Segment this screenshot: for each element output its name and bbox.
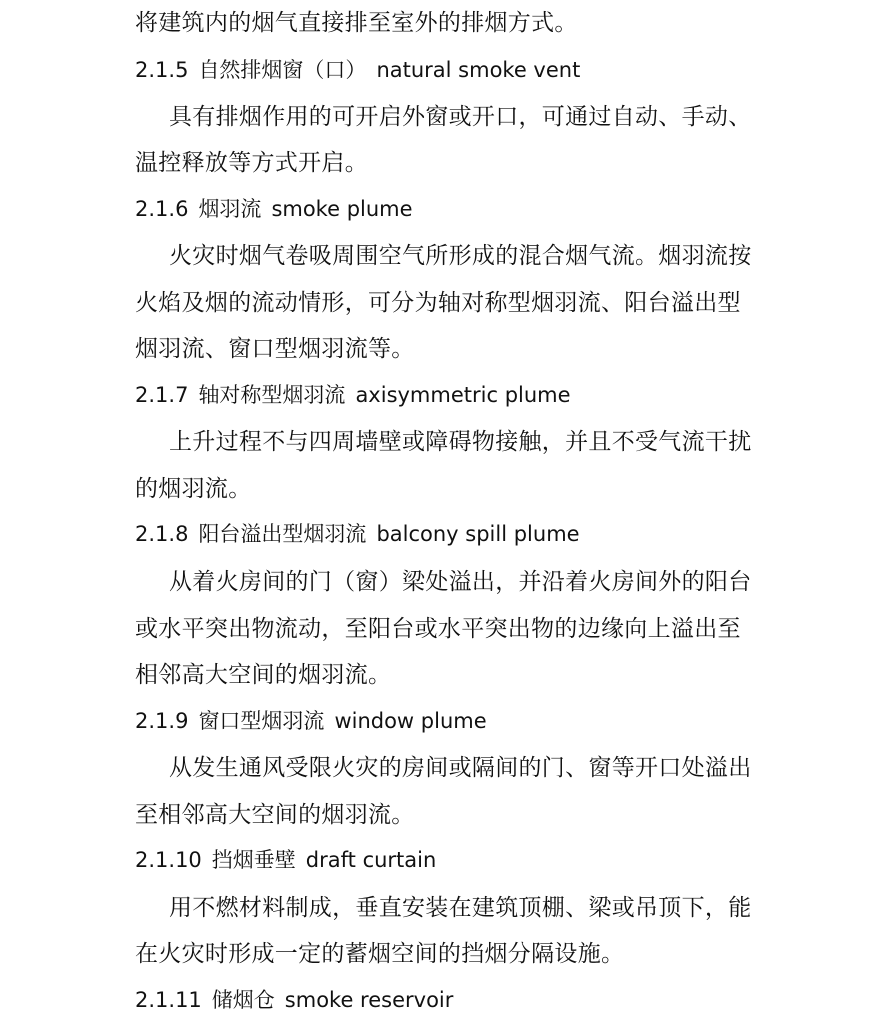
term-chinese: 自然排烟窗（口） <box>198 58 367 82</box>
paragraph-line: 温控释放等方式开启。 <box>135 150 368 176</box>
section-heading-2-1-8 <box>135 524 775 545</box>
section-heading-2-1-10 <box>135 850 775 871</box>
term-chinese: 挡烟垂壁 <box>211 848 296 872</box>
section-heading-2-1-9 <box>135 711 775 732</box>
section-number: 2.1.9 <box>135 709 189 733</box>
term-chinese: 烟羽流 <box>198 197 262 221</box>
paragraph-line: 从发生通风受限火灾的房间或隔间的门、窗等开口处溢出 <box>169 755 752 781</box>
section-number: 2.1.10 <box>135 848 202 872</box>
section-number: 2.1.8 <box>135 522 189 546</box>
term-chinese: 轴对称型烟羽流 <box>198 383 346 407</box>
term-english: window plume <box>334 709 487 733</box>
section-number: 2.1.11 <box>135 988 202 1012</box>
term-chinese: 阳台溢出型烟羽流 <box>198 522 367 546</box>
paragraph-line: 用不燃材料制成，垂直安装在建筑顶棚、梁或吊顶下，能 <box>169 895 752 921</box>
term-english: axisymmetric plume <box>355 383 571 407</box>
section-number: 2.1.7 <box>135 383 189 407</box>
term-english: smoke reservoir <box>284 988 454 1012</box>
paragraph-line: 火灾时烟气卷吸周围空气所形成的混合烟气流。烟羽流按 <box>169 243 752 269</box>
section-heading-2-1-6 <box>135 199 775 220</box>
section-heading-2-1-5 <box>135 60 775 81</box>
paragraph-line: 相邻高大空间的烟羽流。 <box>135 662 392 688</box>
term-english: draft curtain <box>305 848 437 872</box>
term-english: balcony spill plume <box>376 522 580 546</box>
term-english: natural smoke vent <box>376 58 581 82</box>
paragraph-line: 将建筑内的烟气直接排至室外的排烟方式。 <box>135 10 578 36</box>
section-heading-2-1-11 <box>135 990 775 1011</box>
paragraph-line: 至相邻高大空间的烟羽流。 <box>135 802 415 828</box>
section-number: 2.1.6 <box>135 197 189 221</box>
term-chinese: 窗口型烟羽流 <box>198 709 325 733</box>
paragraph-line: 火焰及烟的流动情形，可分为轴对称型烟羽流、阳台溢出型 <box>135 290 741 316</box>
paragraph-line: 烟羽流、窗口型烟羽流等。 <box>135 336 415 362</box>
term-english: smoke plume <box>271 197 413 221</box>
term-chinese: 储烟仓 <box>211 988 275 1012</box>
paragraph-line: 或水平突出物流动，至阳台或水平突出物的边缘向上溢出至 <box>135 616 741 642</box>
section-number: 2.1.5 <box>135 58 189 82</box>
paragraph-line: 上升过程不与四周墙壁或障碍物接触，并且不受气流干扰 <box>169 429 752 455</box>
paragraph-line: 从着火房间的门（窗）梁处溢出，并沿着火房间外的阳台 <box>169 569 752 595</box>
paragraph-line: 的烟羽流。 <box>135 476 252 502</box>
section-heading-2-1-7 <box>135 385 775 406</box>
paragraph-line: 在火灾时形成一定的蓄烟空间的挡烟分隔设施。 <box>135 941 625 967</box>
paragraph-line: 具有排烟作用的可开启外窗或开口，可通过自动、手动、 <box>169 104 752 130</box>
